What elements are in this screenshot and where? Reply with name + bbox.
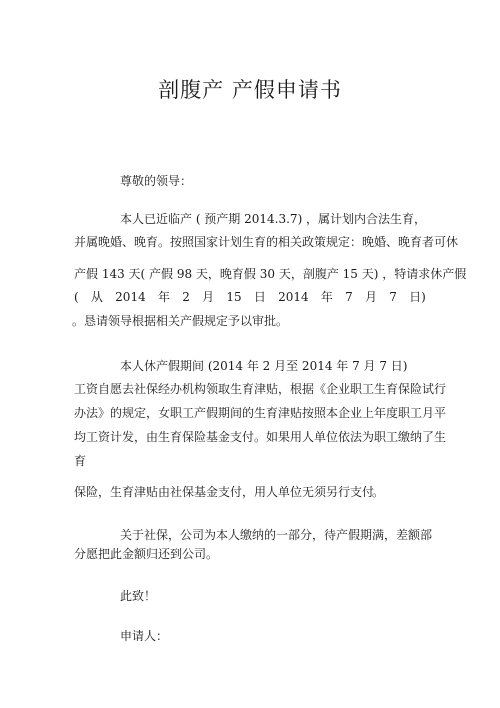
para3-line2: 分愿把此金额归还到公司。	[74, 547, 219, 561]
para2-line6-period: 。	[372, 485, 385, 499]
para2-line4: 均工资计发，由生育保险基金支付。如果用人单位依法为职工缴纳了生	[74, 430, 447, 444]
para1-line2: 并属晚婚、晚育。按照国家计划生育的相关政策规定：晚婚、晚育者可休	[74, 235, 459, 249]
closing: 此致！	[120, 589, 157, 603]
para1-line3: 产假 143 天( 产假 98 天，晚育假 30 天，剖腹产 15 天) ，特请求休产假	[74, 267, 467, 281]
signature-label: 申请人：	[120, 629, 169, 643]
date-token: 2	[182, 290, 190, 304]
para2-line6: 保险，生育津贴由社保基金支付，用人单位无须另行支付	[74, 485, 375, 499]
para1-line5: 。恳请领导根据相关产假规定予以审批。	[72, 314, 289, 328]
salutation: 尊敬的领导：	[120, 174, 193, 188]
para2-line2: 工资自愿去社保经办机构领取生育津贴，根据《企业职工生育保险试行	[74, 382, 447, 396]
date-token: 年	[157, 290, 170, 304]
date-token: 日	[253, 290, 266, 304]
date-token: 日)	[409, 290, 426, 304]
date-token: 7	[345, 290, 353, 304]
date-token: 月	[202, 290, 215, 304]
date-token: (	[74, 290, 79, 304]
para1-line1: 本人已近临产 ( 预产期 2014.3.7) ，属计划内合法生育，	[120, 212, 427, 226]
date-token: 2014	[278, 290, 309, 304]
para1-date-range	[74, 290, 426, 304]
date-token: 年	[320, 290, 333, 304]
para3-line1: 关于社保，公司为本人缴纳的一部分，待产假期满，差额部	[120, 528, 433, 542]
date-token: 从	[90, 290, 103, 304]
date-token: 2014	[115, 290, 146, 304]
date-token: 月	[365, 290, 378, 304]
date-token: 7	[389, 290, 397, 304]
para2-line3: 办法》的规定，女职工产假期间的生育津贴按照本企业上年度职工月平	[74, 406, 447, 420]
date-token: 15	[226, 290, 242, 304]
para2-line5: 育	[74, 454, 87, 468]
document-title: 剖腹产 产假申请书	[158, 78, 342, 102]
para2-line1: 本人休产假期间 (2014 年 2 月至 2014 年 7 月 7 日)	[120, 359, 408, 373]
